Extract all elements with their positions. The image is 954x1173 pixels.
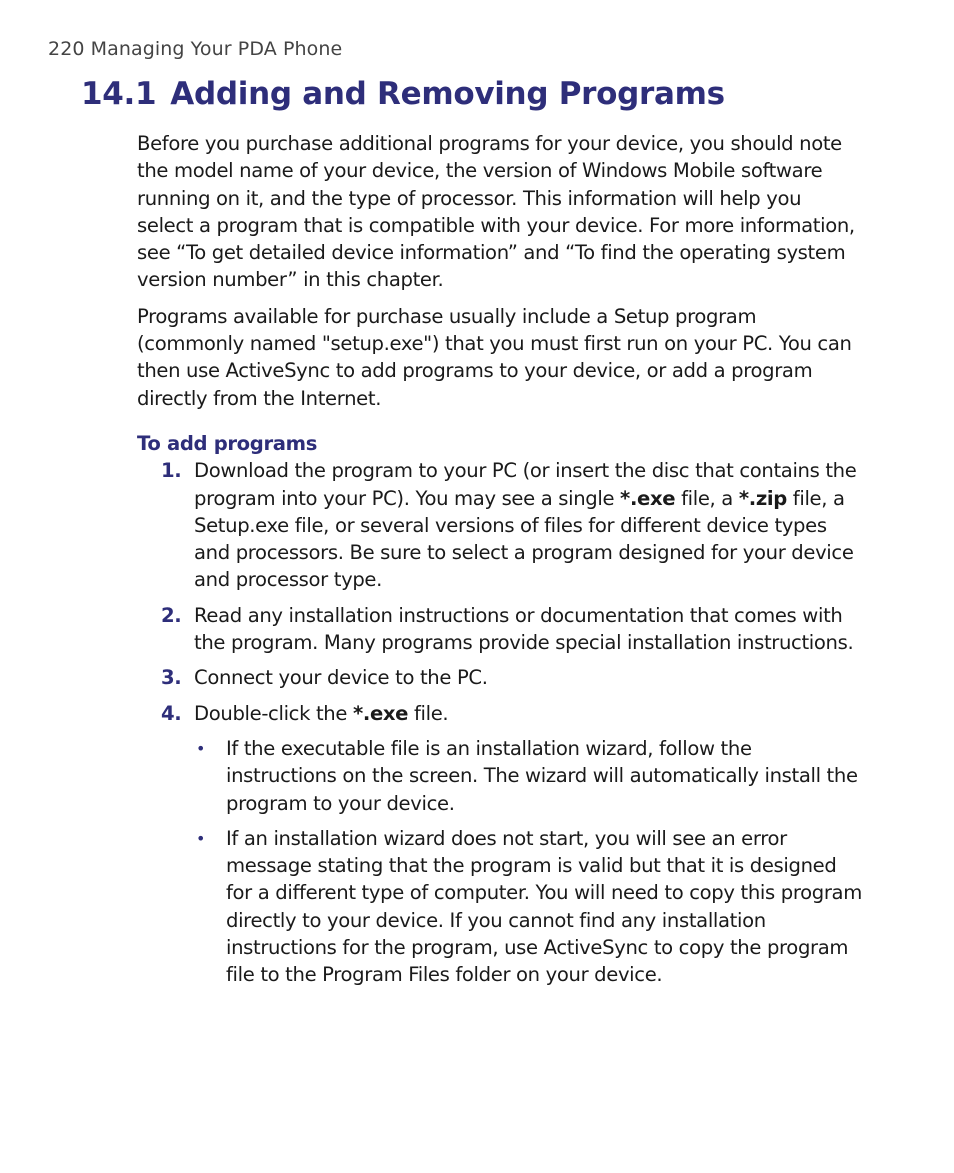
step-4 <box>137 700 862 989</box>
file-type-exe: *.exe <box>620 486 676 510</box>
step-number: 3. <box>161 666 182 690</box>
step-2 <box>137 602 862 657</box>
procedure-heading: To add programs <box>137 431 318 455</box>
page-number: 220 <box>48 38 85 60</box>
bullet-icon: • <box>196 738 206 758</box>
main-content <box>137 130 862 997</box>
bullet-text: If the executable file is an installation wizard, follow the instructions on the screen. The wizard will automatically install the program to your device. <box>226 736 858 815</box>
bullet-item <box>194 825 862 989</box>
procedure-steps <box>137 457 862 988</box>
step-number: 1. <box>161 459 182 483</box>
step-text: file, a <box>675 486 739 510</box>
setup-paragraph: Programs available for purchase usually include a Setup program (commonly named "setup.exe") that you must first run on your PC. You can then use ActiveSync to add programs to your device, or add a program directly from the Internet. <box>137 304 852 410</box>
bullet-text: If an installation wizard does not start, you will see an error message stating that the program is valid but that it is designed for a different type of computer. You will need to copy this program directly to your device. If you cannot find any installation instructions for the program, use ActiveSync to copy the program file to the Program Files folder on your device. <box>226 826 862 987</box>
step-text: Read any installation instructions or documentation that comes with the program. Many programs provide special installation instructions. <box>194 603 854 655</box>
chapter-title: Managing Your PDA Phone <box>90 38 343 60</box>
bullet-icon: • <box>196 828 206 848</box>
bullet-item <box>194 735 862 817</box>
section-title-text: Adding and Removing Programs <box>170 76 725 112</box>
step-text: Connect your device to the PC. <box>194 666 488 690</box>
section-number: 14.1 <box>81 76 157 112</box>
running-header <box>48 38 342 60</box>
step-number: 2. <box>161 603 182 627</box>
step-text: Double-click the <box>194 701 353 725</box>
file-type-exe: *.exe <box>352 701 409 725</box>
intro-paragraph: Before you purchase additional programs for your device, you should note the model name of your device, the version of Windows Mobile software running on it, and the type of processor. This information will help you select a program that is compatible with your device. For more information, see “To get detailed device information” and “To find the operating system version number” in this chapter. <box>137 132 855 292</box>
step-text: Download the program to your PC (or insert the disc that contains the program into your PC). You may see a single <box>194 459 857 510</box>
file-type-zip: *.zip <box>738 486 787 510</box>
step-text: file, a Setup.exe file, or several versions of files for different device types and processors. Be sure to select a program designed for your device and processor type. <box>194 486 854 592</box>
section-title <box>81 76 725 112</box>
step-4-bullets <box>194 735 862 989</box>
step-number: 4. <box>161 701 182 725</box>
step-text: file. <box>408 701 449 725</box>
step-1 <box>137 457 862 593</box>
step-3 <box>137 664 862 691</box>
